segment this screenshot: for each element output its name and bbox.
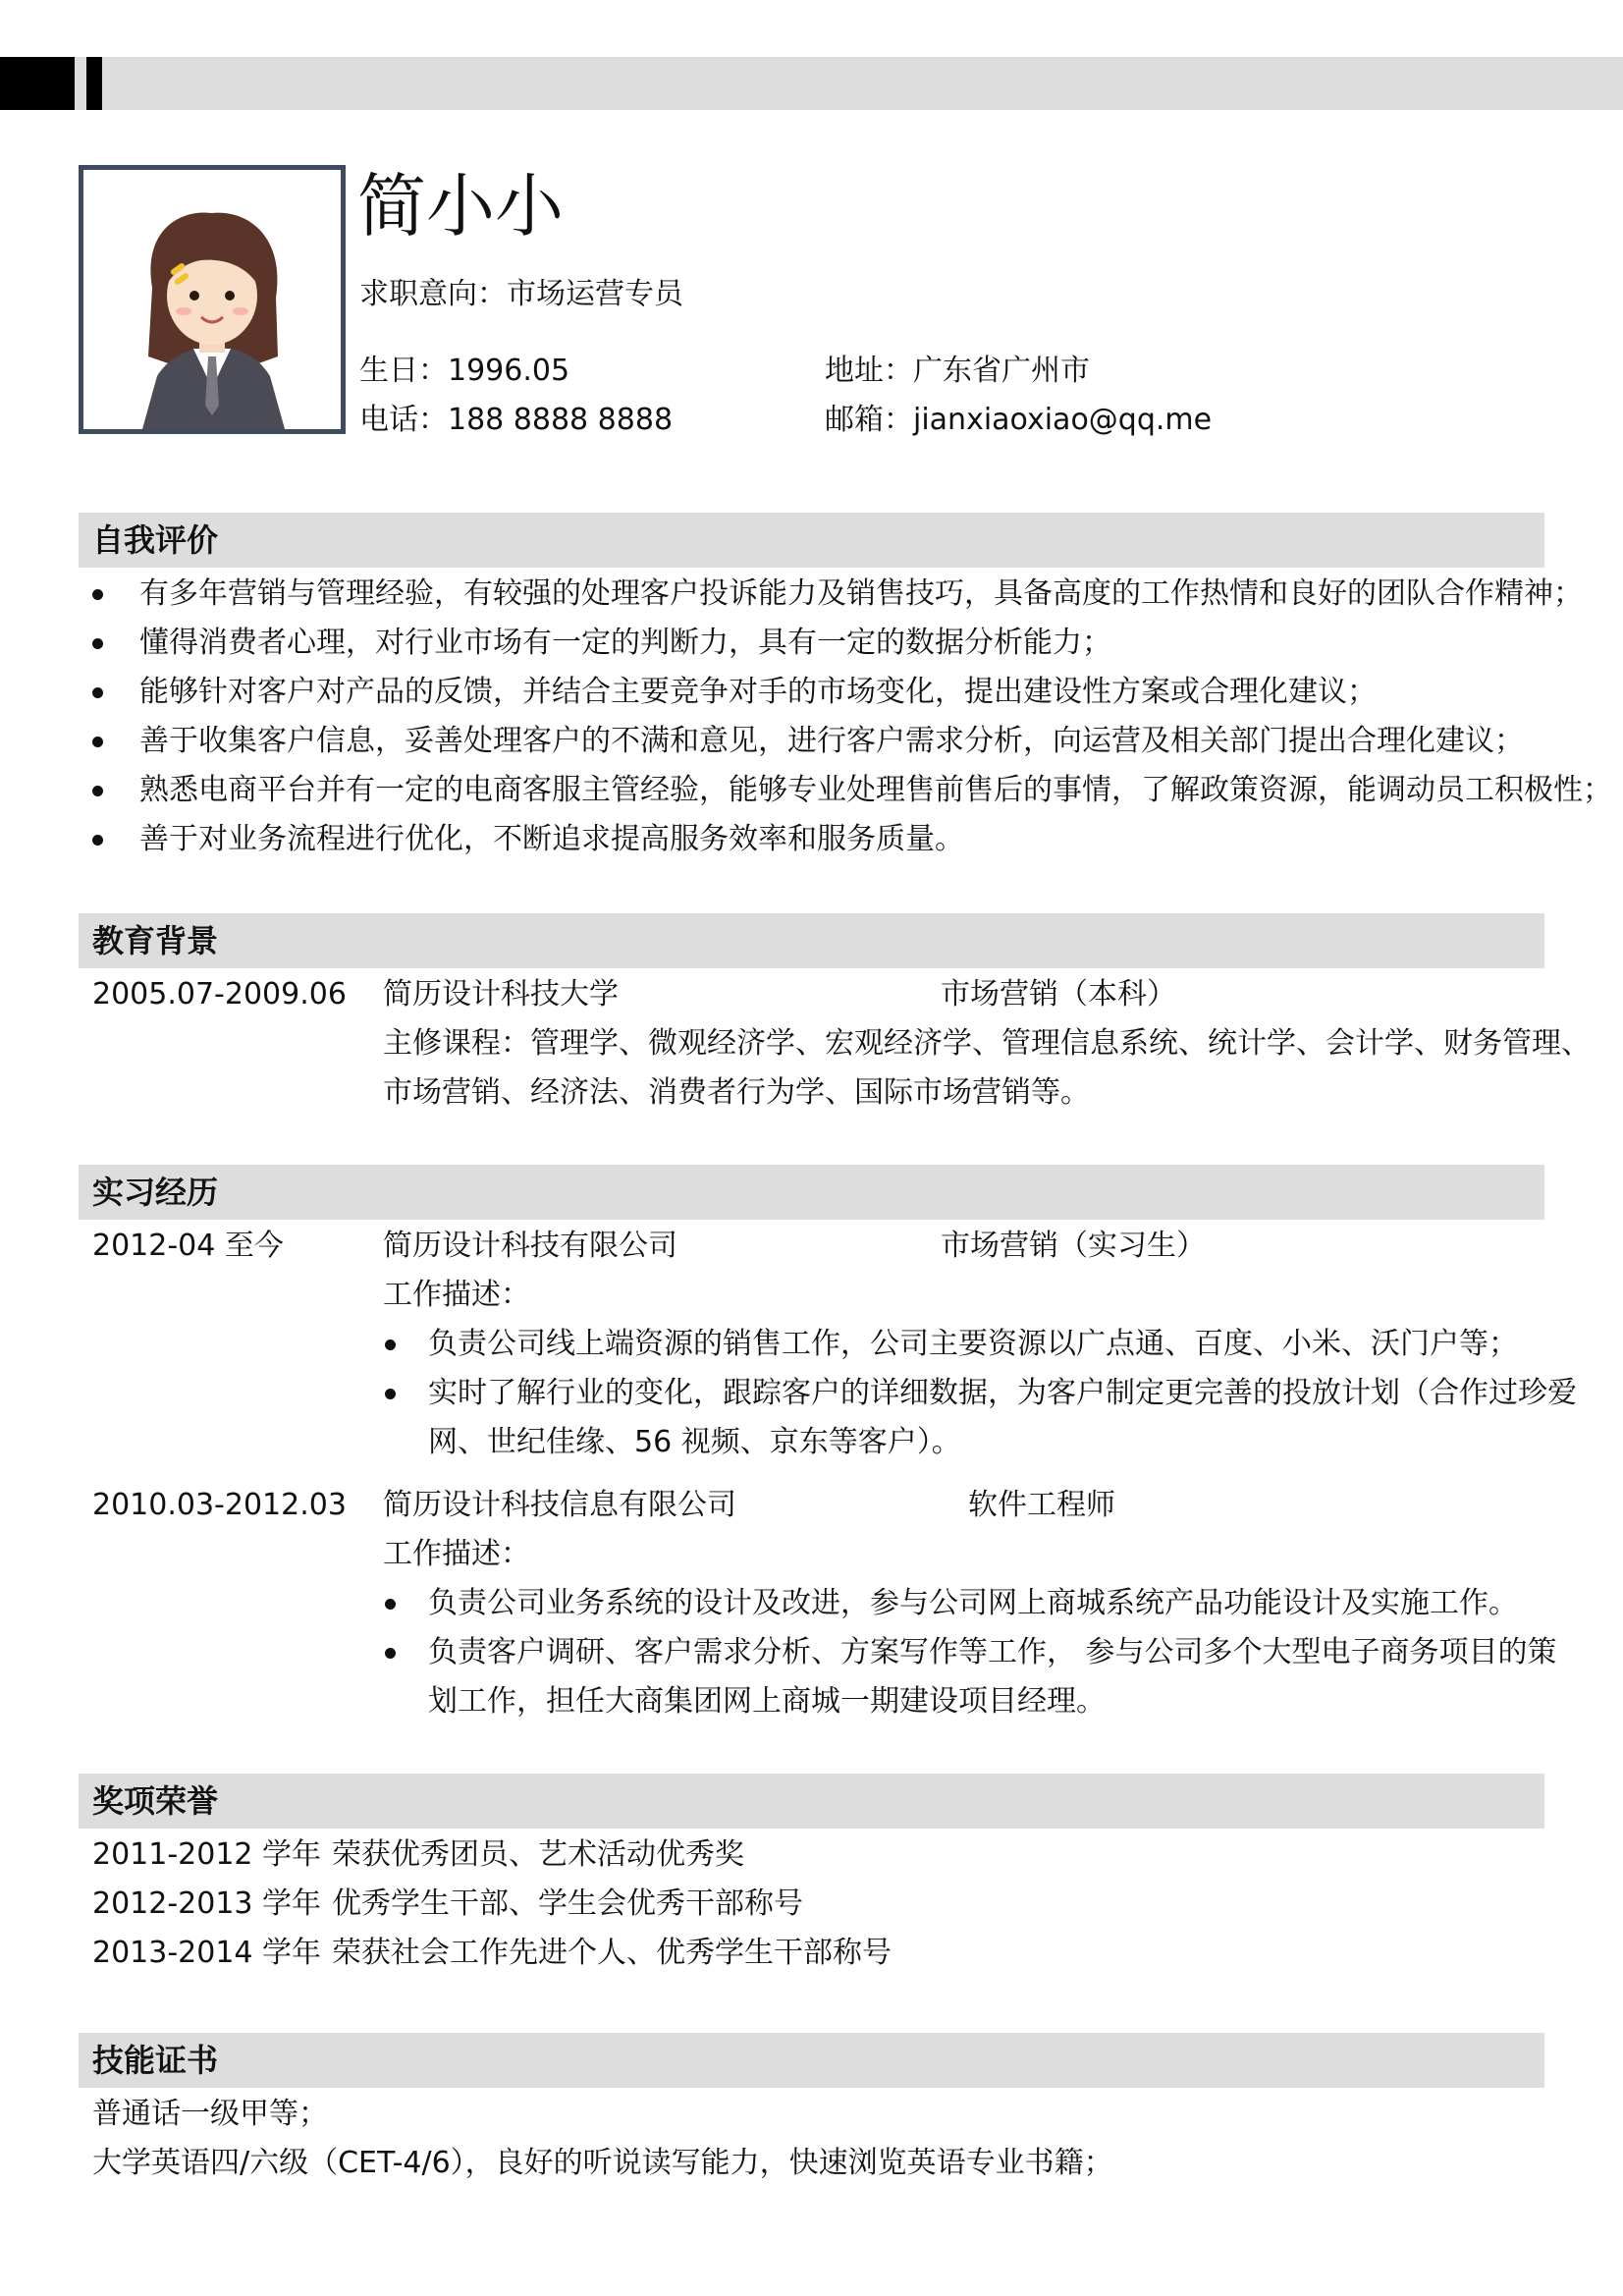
job-desc-label: 工作描述： <box>383 1278 530 1312</box>
education-period: 2005.07-2009.06 <box>92 977 347 1011</box>
bullet-icon <box>385 1648 396 1659</box>
bullet-icon <box>385 1389 396 1399</box>
top-bar-block <box>0 57 75 110</box>
list-item-text: 负责客户调研、客户需求分析、方案写作等工作， 参与公司多个大型电子商务项目的策 <box>428 1635 1557 1669</box>
phone: 电话：188 8888 8888 <box>359 403 674 437</box>
award-year: 2012-2013 学年 <box>92 1886 322 1921</box>
job-objective: 求职意向：市场运营专员 <box>359 277 683 311</box>
job-period: 2012-04 至今 <box>92 1229 284 1263</box>
section-title: 技能证书 <box>92 2042 219 2079</box>
job-role: 市场营销（实习生） <box>941 1229 1206 1263</box>
avatar-illustration <box>83 170 341 429</box>
list-item-text: 善于收集客户信息，妥善处理客户的不满和意见，进行客户需求分析，向运营及相关部门提出合理化建议； <box>139 724 1524 758</box>
courses-line: 主修课程：管理学、微观经济学、宏观经济学、管理信息系统、统计学、会计学、财务管理、 <box>383 1026 1591 1061</box>
list-item-text: 懂得消费者心理，对行业市场有一定的判断力，具有一定的数据分析能力； <box>139 626 1111 660</box>
bullet-icon <box>92 737 103 747</box>
email: 邮箱：jianxiaoxiao@qq.me <box>825 403 1213 437</box>
major: 市场营销（本科） <box>941 977 1176 1011</box>
job-period: 2010.03-2012.03 <box>92 1488 347 1522</box>
section-header-education <box>79 913 1544 968</box>
address: 地址：广东省广州市 <box>825 354 1090 388</box>
bullet-icon <box>385 1599 396 1610</box>
section-title: 实习经历 <box>92 1174 219 1211</box>
award-text: 荣获优秀团员、艺术活动优秀奖 <box>332 1837 744 1872</box>
list-item-text: 有多年营销与管理经验，有较强的处理客户投诉能力及销售技巧，具备高度的工作热情和良好的团队合作精神； <box>139 576 1583 611</box>
avatar <box>79 165 346 434</box>
section-header-skills <box>79 2033 1544 2088</box>
skill-item: 大学英语四/六级（CET-4/6），良好的听说读写能力，快速浏览英语专业书籍； <box>92 2146 1113 2180</box>
school-name: 简历设计科技大学 <box>383 977 619 1011</box>
award-year: 2011-2012 学年 <box>92 1837 322 1872</box>
list-item-text: 网、世纪佳缘、56 视频、京东等客户）。 <box>428 1425 961 1459</box>
bullet-icon <box>385 1339 396 1350</box>
list-item-text: 熟悉电商平台并有一定的电商客服主管经验，能够专业处理售前售后的事情，了解政策资源，能调动员工积极性； <box>139 773 1612 807</box>
job-desc-label: 工作描述： <box>383 1537 530 1571</box>
list-item-text: 能够针对客户对产品的反馈，并结合主要竞争对手的市场变化，提出建设性方案或合理化建议； <box>139 675 1377 709</box>
award-text: 优秀学生干部、学生会优秀干部称号 <box>332 1886 803 1921</box>
bullet-icon <box>92 638 103 649</box>
section-header-awards <box>79 1774 1544 1829</box>
company-name: 简历设计科技信息有限公司 <box>383 1488 736 1522</box>
section-header-self-evaluation <box>79 513 1544 568</box>
top-bar <box>0 57 1623 110</box>
bullet-icon <box>92 786 103 796</box>
section-title: 奖项荣誉 <box>92 1782 219 1820</box>
section-title: 自我评价 <box>92 521 219 559</box>
list-item-text: 负责公司业务系统的设计及改进，参与公司网上商城系统产品功能设计及实施工作。 <box>428 1586 1518 1620</box>
award-year: 2013-2014 学年 <box>92 1936 322 1970</box>
top-bar-stripe <box>86 57 102 110</box>
birth-date: 生日：1996.05 <box>359 354 570 388</box>
award-text: 荣获社会工作先进个人、优秀学生干部称号 <box>332 1936 892 1970</box>
section-header-internship <box>79 1165 1544 1220</box>
section-title: 教育背景 <box>92 922 219 959</box>
list-item-text: 划工作，担任大商集团网上商城一期建设项目经理。 <box>428 1684 1106 1719</box>
job-role: 软件工程师 <box>968 1488 1115 1522</box>
company-name: 简历设计科技有限公司 <box>383 1229 677 1263</box>
list-item-text: 善于对业务流程进行优化，不断追求提高服务效率和服务质量。 <box>139 822 964 856</box>
courses-line: 市场营销、经济法、消费者行为学、国际市场营销等。 <box>383 1075 1090 1110</box>
bullet-icon <box>92 835 103 846</box>
bullet-icon <box>92 687 103 698</box>
list-item-text: 负责公司线上端资源的销售工作，公司主要资源以广点通、百度、小米、沃门户等； <box>428 1327 1518 1361</box>
name: 简小小 <box>357 166 564 246</box>
bullet-icon <box>92 589 103 600</box>
list-item-text: 实时了解行业的变化，跟踪客户的详细数据，为客户制定更完善的投放计划（合作过珍爱 <box>428 1376 1577 1410</box>
skill-item: 普通话一级甲等； <box>92 2097 328 2131</box>
